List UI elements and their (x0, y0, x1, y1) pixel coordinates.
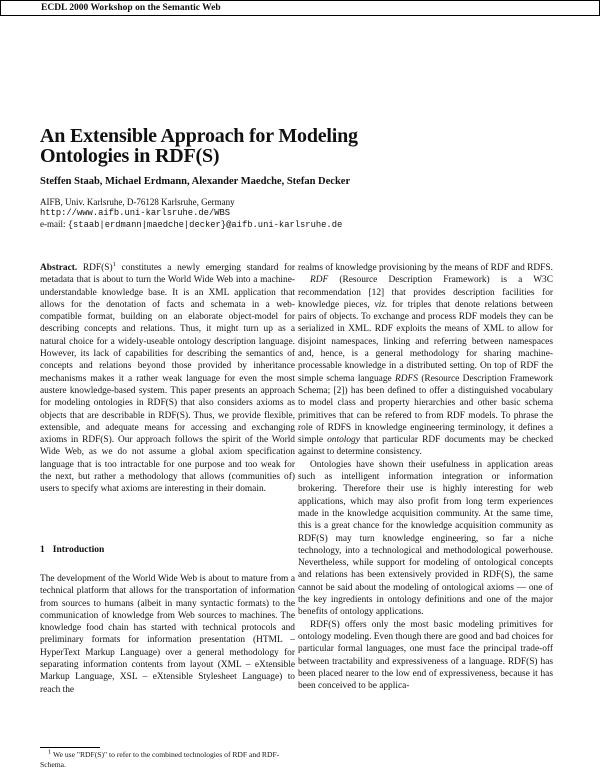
abstract (40, 262, 295, 496)
p2-text-b: (Resource Description Framework) is a W3C recommendation [12] that provides description facilities for knowledge pieces, (298, 275, 553, 310)
abstract-paragraph (40, 262, 295, 496)
right-paragraph-2 (298, 274, 553, 458)
introduction-left-column (40, 573, 295, 696)
paper-title (40, 126, 400, 166)
footnote-ref: 1 (112, 260, 116, 268)
footnote-mark: 1 (48, 748, 52, 756)
affiliation-institute: AIFB, Univ. Karlsruhe, D-76128 Karlsruhe, Germany (40, 197, 235, 207)
viz-term: viz. (374, 299, 388, 310)
abstract-label: Abstract. (40, 263, 78, 273)
footnote (40, 750, 295, 770)
rdf-term: RDF (310, 275, 329, 286)
p2-text-h: that particular RDF documents may be checked against to determine consistency. (298, 435, 554, 458)
p2-text-d: for triples that denote relations between pairs of objects. To exchange and process RDF models they can be serialized in XML. RDF exploits the means of XML to allow for disjoint namespaces, linking and referring between namespaces and, hence, is a general methodology for sharing machine-processable knowledge in a distributed setting. On top of RDF the simple schema language (298, 299, 553, 384)
section-title: Introduction (52, 545, 105, 555)
affiliation-url[interactable]: http://www.aifb.uni-karlsruhe.de/WBS (40, 208, 231, 218)
running-header (0, 0, 600, 16)
email-names[interactable]: {staab|erdmann|maedche|decker} (67, 220, 227, 230)
affiliation-email (40, 219, 342, 231)
intro-paragraph-1: The development of the World Wide Web is about to mature from a technical platform that allows for the transportation of information from sources to humans (albeit in many syntactic formats) to the communication of knowledge from Web sources to machines. The knowledge food chain has started with technical protocols and preliminary formats for information presentation (HTML – HyperText Markup Language) over a general methodology for separating information contents from layout (XML – eXtensible Markup Language, XSL – eXtensible Stylesheet Language) to reach the (40, 574, 295, 695)
right-paragraph-4: RDF(S) offers only the most basic modeling primitives for ontology modeling. Even though there are good and bad choices for particular formal languages, one must face the principal trade-off between tractability and expressiveness of a language. RDF(S) has been placed nearer to the low end of expressiveness, because it has been conceived to be applica- (298, 619, 553, 692)
affiliation-block (40, 197, 342, 231)
abstract-text-body: constitutes a newly emerging standard for metadata that is about to turn the World Wide Web into a machine-understandable knowledge base. It is an XML application that allows for the denotation of facts and schemata in a web-compatible format, building on an elaborate object-model for describing concepts and relations. Thus, it might turn up as a natural choice for a widely-useable ontology description language. However, its lack of capabilities for describing the semantics of concepts and relations beyond those provided by inheritance mechanisms makes it a rather weak language for even the most austere knowledge-based system. This paper presents an approach for modeling ontologies in RDF(S) that also considers axioms as objects that are describable in RDF(S). Thus, we provide flexible, extensible, and adequate means for accessing and exchanging axioms in RDF(S). Our approach follows the spirit of the World Wide Web, as we do not assume a global axiom specification language that is too intractable for one purpose and too weak for the next, but rather a methodology that allows (communities of) users to specify what axioms are interesting in their domain. (40, 263, 295, 495)
ontology-term: ontology (327, 435, 360, 446)
header-text: ECDL 2000 Workshop on the Semantic Web (41, 3, 221, 13)
footnote-text: We use "RDF(S)" to refer to the combined technologies of RDF and RDF-Schema. (40, 750, 280, 769)
section-number: 1 (40, 545, 45, 555)
section-heading (40, 545, 104, 555)
email-label: e-mail: (40, 219, 68, 229)
email-domain[interactable]: @aifb.uni-karlsruhe.de (226, 220, 343, 230)
author-list: Steffen Staab, Michael Erdmann, Alexander Maedche, Stefan Decker (40, 176, 351, 187)
right-paragraph-3: Ontologies have shown their usefulness in application areas such as intelligent information integration or information brokering. Therefore their use is highly interesting for web applications, which may also profit from long term experiences made in the knowledge acquisition community. At the same time, this is a great chance for the knowledge acquisition community as RDF(S) may turn knowledge engineering, so far a niche technology, into a technological and methodological powerhouse. Nevertheless, while support for modeling of ontological concepts and relations has been extensively provided in RDF(S), the same cannot be said about the modeling of ontological axioms — one of the key ingredients in ontology definitions and one of the major benefits of ontology applications. (298, 459, 553, 618)
title-line-1: An Extensible Approach for Modeling (40, 125, 358, 147)
p2-text-f: (Resource Description Framework Schema; [2]) has been defined to offer a distinguished vocabulary to model class and property hierarchies and other basic schema primitives that can be refered to from RDF models. To phrase the role of RDFS in knowledge engineering terminology, it defines a simple (298, 373, 553, 446)
rdfs-term: RDFS (395, 373, 418, 384)
footnote-paragraph (40, 750, 295, 770)
title-line-2: Ontologies in RDF(S) (40, 145, 220, 167)
abstract-text-start: RDF(S) (77, 263, 113, 273)
right-column (298, 262, 553, 692)
right-paragraph-1: realms of knowledge provisioning by the means of RDF and RDFS. (298, 263, 553, 273)
